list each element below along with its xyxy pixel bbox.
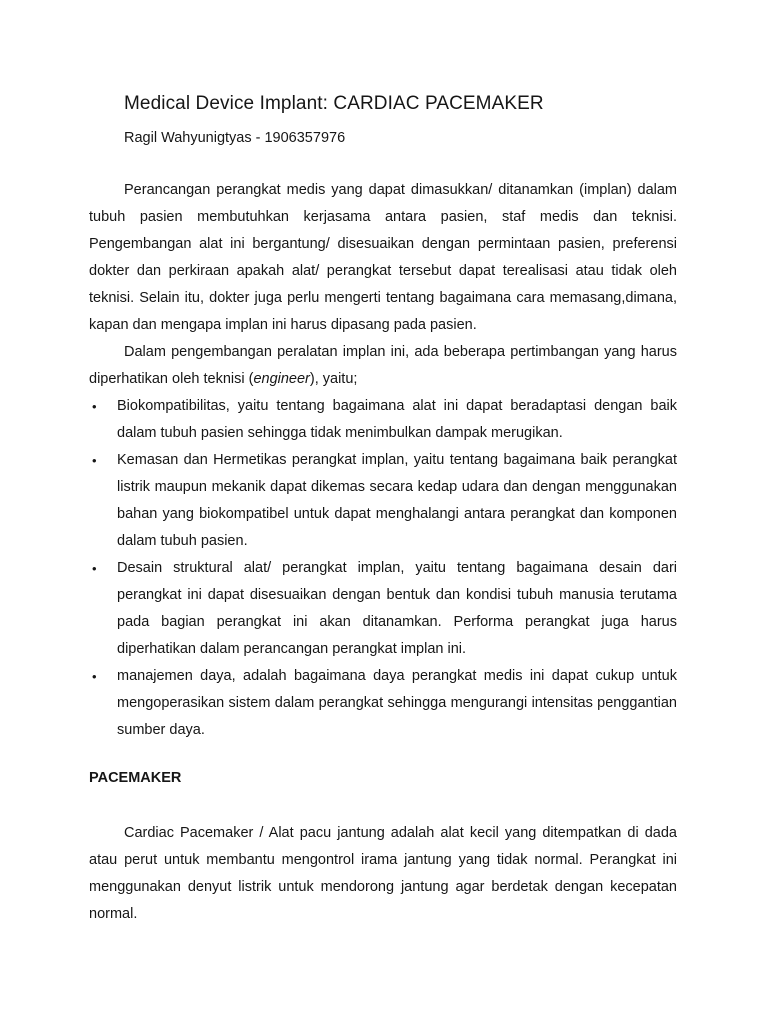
document-author: Ragil Wahyunigtyas - 1906357976	[124, 130, 346, 146]
section-heading: PACEMAKER	[89, 770, 182, 786]
considerations-list	[89, 393, 677, 744]
list-item-text: manajemen daya, adalah bagaimana daya perangkat medis ini dapat cukup untuk mengoperasikan sistem dalam perangkat sehingga mengurangi intensitas penggantian sumber daya.	[117, 668, 677, 738]
bullet-icon: •	[92, 669, 97, 684]
list-item	[89, 555, 677, 663]
list-item-text: Biokompatibilitas, yaitu tentang bagaimana alat ini dapat beradaptasi dengan baik dalam tubuh pasien sehingga tidak menimbulkan dampak merugikan.	[117, 398, 677, 441]
bullet-icon: •	[92, 399, 97, 414]
considerations-text-start: Dalam pengembangan peralatan implan ini, ada beberapa pertimbangan yang harus diperhatikan oleh teknisi (	[89, 344, 677, 387]
bullet-icon: •	[92, 453, 97, 468]
engineer-term: engineer	[253, 371, 310, 387]
considerations-text-end: ), yaitu;	[309, 371, 358, 387]
pacemaker-paragraph: Cardiac Pacemaker / Alat pacu jantung adalah alat kecil yang ditempatkan di dada atau perut untuk membantu mengontrol irama jantung yang tidak normal. Perangkat ini menggunakan denyut listrik untuk mendorong jantung agar berdetak dengan kecepatan normal.	[89, 825, 677, 922]
list-item	[89, 663, 677, 744]
list-item	[89, 447, 677, 555]
document-title: Medical Device Implant: CARDIAC PACEMAKER	[124, 93, 544, 114]
list-item	[89, 393, 677, 447]
list-item-text: Kemasan dan Hermetikas perangkat implan, yaitu tentang bagaimana baik perangkat listrik maupun mekanik dapat dikemas secara kedap udara dan dengan menggunakan bahan yang biokompatibel untuk dapat menghalangi antara perangkat dan komponen dalam tubuh pasien.	[117, 452, 677, 549]
list-item-text: Desain struktural alat/ perangkat implan, yaitu tentang bagaimana desain dari perangkat ini dapat disesuaikan dengan bentuk dan kondisi tubuh manusia terutama pada bagian perangkat ini akan ditanamkan. Performa perangkat juga harus diperhatikan dalam perancangan perangkat implan ini.	[117, 560, 677, 657]
considerations-paragraph	[89, 339, 677, 393]
bullet-icon: •	[92, 561, 97, 576]
intro-paragraph: Perancangan perangkat medis yang dapat dimasukkan/ ditanamkan (implan) dalam tubuh pasien membutuhkan kerjasama antara pasien, staf medis dan teknisi. Pengembangan alat ini bergantung/ disesuaikan dengan permintaan pasien, preferensi dokter dan perkiraan apakah alat/ perangkat tersebut dapat terealisasi atau tidak oleh teknisi. Selain itu, dokter juga perlu mengerti tentang bagaimana cara memasang,dimana, kapan dan mengapa implan ini harus dipasang pada pasien.	[89, 182, 677, 333]
